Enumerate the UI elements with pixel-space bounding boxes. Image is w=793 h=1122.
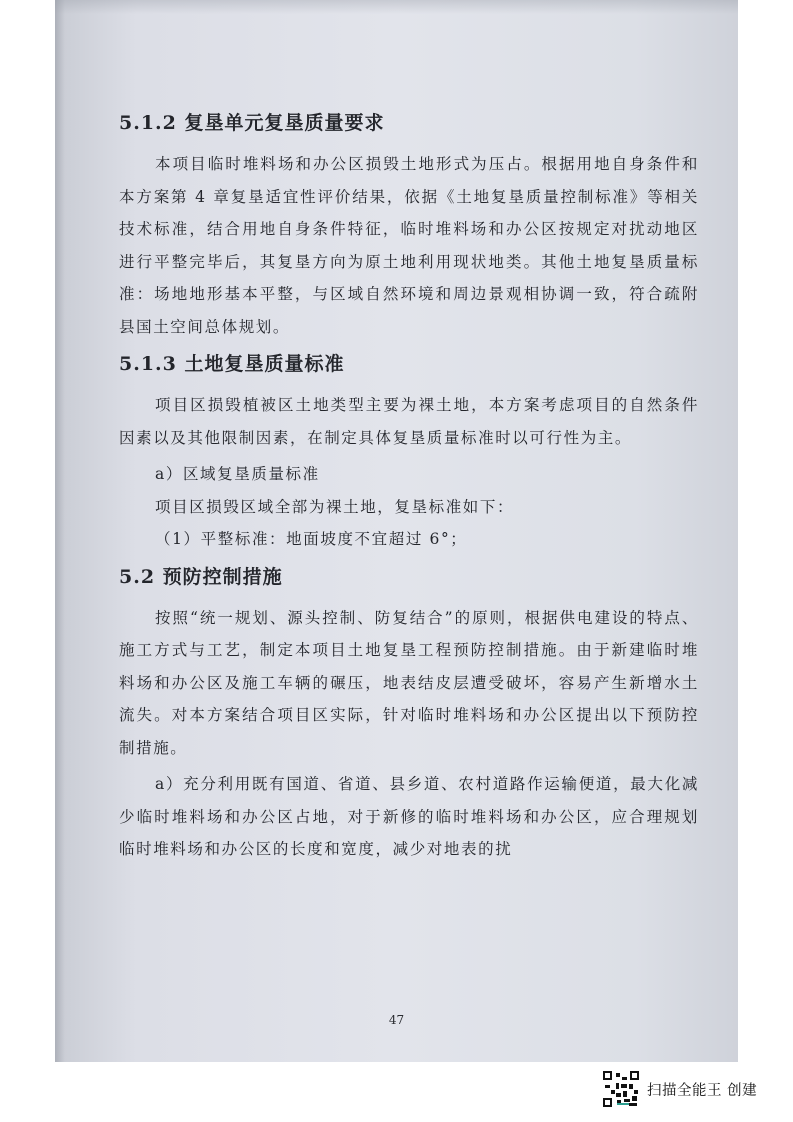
list-heading: a）区域复垦质量标准 xyxy=(155,465,320,483)
paragraph: 按照“统一规划、源头控制、防复结合”的原则，根据供电建设的特点、施工方式与工艺，制定本项目土地复垦工程预防控制措施。由于新建临时堆料场和办公区及施工车辆的碾压，地表结皮层遭受破坏，容易产生新增水土流失。对本方案结合项目区实际，针对临时堆料场和办公区提出以下预防控制措施。 xyxy=(119,608,699,757)
qr-code-icon xyxy=(603,1071,639,1107)
scanned-page xyxy=(55,0,738,1062)
watermark-label: 扫描全能王 创建 xyxy=(647,1082,758,1099)
page-top-shadow xyxy=(55,0,738,14)
paragraph: 项目区损毁区域全部为裸土地，复垦标准如下： xyxy=(155,497,515,516)
page-number: 47 xyxy=(388,1013,405,1027)
list-item: （1）平整标准：地面坡度不宜超过 6°； xyxy=(155,530,468,548)
paragraph: a）充分利用既有国道、省道、县乡道、农村道路作运输便道，最大化减少临时堆料场和办公区占地，对于新修的临时堆料场和办公区，应合理规划临时堆料场和办公区的长度和宽度，减少对地表的扰 xyxy=(119,775,699,858)
section-heading-5-1-3: 5.1.3 土地复垦质量标准 xyxy=(119,353,345,375)
paragraph: 本项目临时堆料场和办公区损毁土地形式为压占。根据用地自身条件和本方案第 4 章复垦适宜性评价结果，依据《土地复垦质量控制标准》等相关技术标准，结合用地自身条件特征，临时堆料场和办公区按规定对扰动地区进行平整完毕后，其复垦方向为原土地利用现状地类。其他土地复垦质量标准：场地地形基本平整，与区域自然环境和周边景观相协调一致，符合疏附县国土空间总体规划。 xyxy=(119,155,699,336)
section-heading-5-2: 5.2 预防控制措施 xyxy=(119,565,283,588)
page-edge-shadow xyxy=(55,0,65,1062)
section-heading-5-1-2: 5.1.2 复垦单元复垦质量要求 xyxy=(119,112,385,134)
document-body xyxy=(119,108,699,866)
paragraph: 项目区损毁植被区土地类型主要为裸土地，本方案考虑项目的自然条件因素以及其他限制因素，在制定具体复垦质量标准时以可行性为主。 xyxy=(119,396,699,447)
scanner-watermark xyxy=(603,1069,788,1109)
